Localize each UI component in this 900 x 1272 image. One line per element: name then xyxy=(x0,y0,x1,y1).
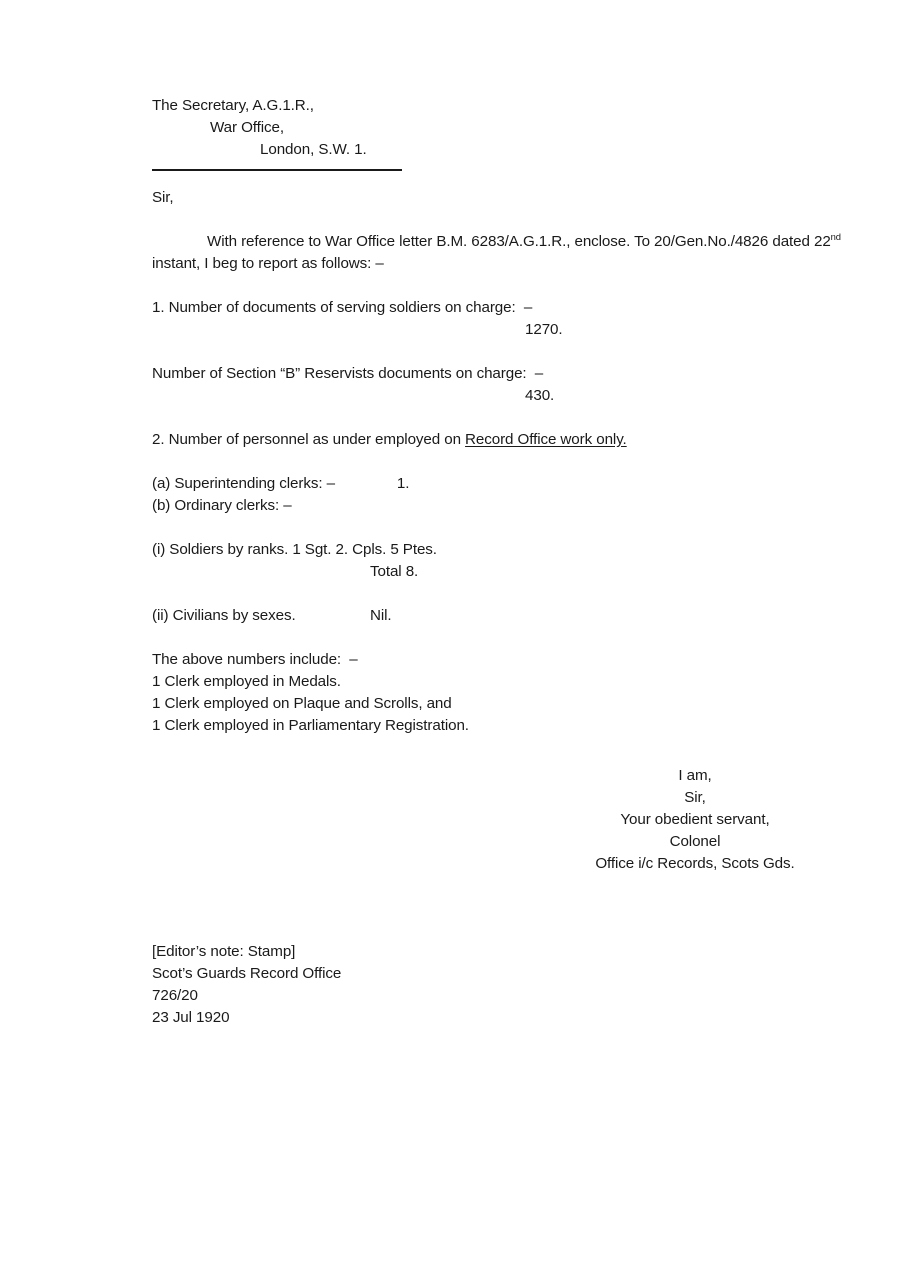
salutation: Sir, xyxy=(152,189,174,206)
editor-note-office: Scot’s Guards Record Office xyxy=(152,965,342,982)
signature-rank: Colonel xyxy=(669,833,721,850)
address-line-war-office: War Office, xyxy=(210,119,285,136)
item-1b-label: Number of Section “B” Reservists documents on charge: – xyxy=(152,365,544,382)
opening-paragraph-text: With reference to War Office letter B.M. 6283/A.G.1.R., enclose. To 20/Gen.No./4826 dated 22 xyxy=(207,233,831,250)
editor-note-header: [Editor’s note: Stamp] xyxy=(152,943,296,960)
item-1-value: 1270. xyxy=(525,321,563,338)
editor-note-block xyxy=(152,941,341,1029)
clerks-superintending-row xyxy=(152,473,852,495)
item-1b-block xyxy=(152,363,852,407)
soldiers-block xyxy=(152,539,852,583)
editor-note-date: 23 Jul 1920 xyxy=(152,1009,230,1026)
includes-heading: The above numbers include: – xyxy=(152,651,358,668)
recipient-address-block xyxy=(152,95,852,161)
item-2-heading xyxy=(152,429,852,451)
item-1-block xyxy=(152,297,852,341)
address-line-secretary: The Secretary, A.G.1.R., xyxy=(152,97,314,114)
clerks-superintending-label: (a) Superintending clerks: – xyxy=(152,475,335,492)
includes-line-medals: 1 Clerk employed in Medals. xyxy=(152,673,341,690)
address-line-london: London, S.W. 1. xyxy=(260,141,367,158)
signature-sir: Sir, xyxy=(684,789,706,806)
civilians-block xyxy=(152,605,852,627)
item-2-block xyxy=(152,429,852,451)
civilians-value: Nil. xyxy=(370,607,392,624)
opening-paragraph xyxy=(152,231,844,275)
editor-note-reference: 726/20 xyxy=(152,987,198,1004)
signature-office: Office i/c Records, Scots Gds. xyxy=(595,855,795,872)
horizontal-rule xyxy=(152,169,402,171)
clerks-ordinary-label: (b) Ordinary clerks: – xyxy=(152,497,292,514)
item-1b-value: 430. xyxy=(525,387,555,404)
signature-obedient-servant: Your obedient servant, xyxy=(620,811,770,828)
item-2-underlined-phrase: Record Office work only. xyxy=(465,431,627,448)
opening-paragraph-tail: instant, I beg to report as follows: – xyxy=(152,255,384,272)
soldiers-ranks-label: (i) Soldiers by ranks. 1 Sgt. 2. Cpls. 5 Ptes. xyxy=(152,541,437,558)
signature-i-am: I am, xyxy=(678,767,712,784)
civilians-row xyxy=(152,605,852,627)
item-1-label: 1. Number of documents of serving soldiers on charge: – xyxy=(152,299,533,316)
includes-block xyxy=(152,649,852,737)
includes-line-parliamentary: 1 Clerk employed in Parliamentary Registration. xyxy=(152,717,469,734)
signature-block xyxy=(560,765,830,875)
ordinal-superscript: nd xyxy=(830,230,841,242)
clerks-block xyxy=(152,473,852,517)
clerks-superintending-value: 1. xyxy=(396,475,410,492)
includes-line-plaque-scrolls: 1 Clerk employed on Plaque and Scrolls, and xyxy=(152,695,452,712)
item-2-lead: 2. Number of personnel as under employed on xyxy=(152,431,466,448)
letter-body xyxy=(152,95,852,737)
civilians-label: (ii) Civilians by sexes. xyxy=(152,607,296,624)
soldiers-total: Total 8. xyxy=(370,563,419,580)
